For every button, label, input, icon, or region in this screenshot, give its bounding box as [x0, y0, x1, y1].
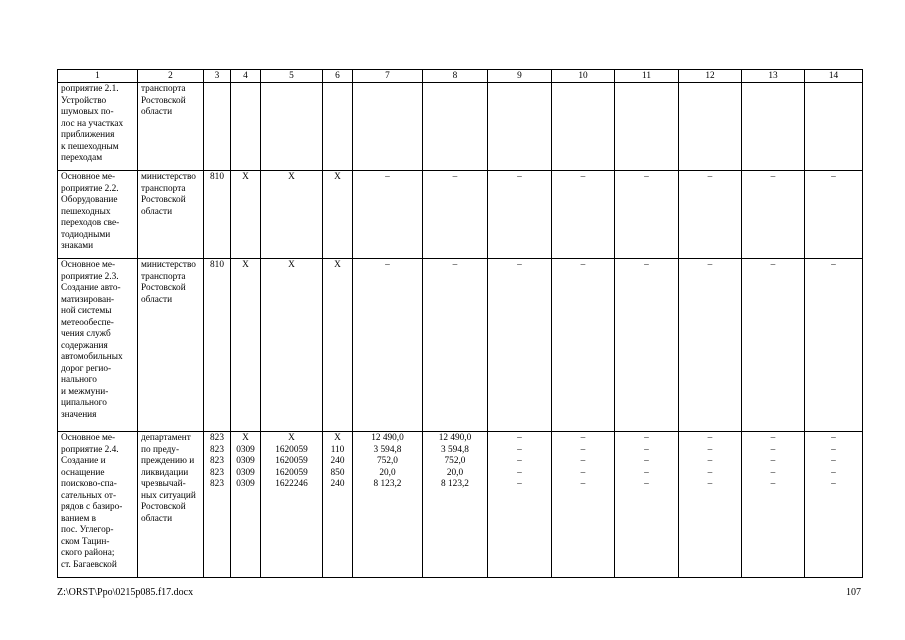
cell-line: –: [707, 433, 713, 443]
column-header-7: 7: [353, 70, 423, 83]
value-cell-col-7: [353, 83, 423, 171]
cell-line: 823: [210, 467, 224, 478]
cell-line: –: [517, 467, 522, 478]
value-cell-col-13: [742, 171, 805, 259]
cell-line: X: [334, 433, 341, 443]
cell-line: 0309: [236, 467, 255, 478]
column-header-12: 12: [679, 70, 742, 83]
cell-line: ципального: [61, 398, 107, 408]
cell-line: Ростовской: [141, 283, 186, 293]
cell-line: –: [644, 433, 649, 443]
column-header-13: 13: [742, 70, 805, 83]
value-cell-col-6: [323, 171, 353, 259]
value-cell-col-14: [805, 432, 863, 578]
cell-line: 240: [330, 456, 345, 466]
cell-line: –: [831, 433, 836, 443]
cell-line: значения: [61, 409, 97, 420]
cell-line: 1620059: [275, 456, 308, 466]
cell-line: –: [517, 260, 522, 270]
cell-line: чрезвычай-: [141, 479, 186, 489]
cell-line: знаками: [61, 241, 94, 251]
cell-line: Ростовской: [141, 95, 186, 106]
cell-line: ском Тацин-: [61, 536, 110, 547]
value-cell-col-5: [261, 171, 323, 259]
cell-line: Оборудование: [61, 195, 118, 205]
cell-line: –: [644, 444, 649, 455]
cell-line: –: [580, 172, 586, 182]
cell-line: 8 123,2: [441, 479, 469, 489]
column-header-3: 3: [204, 70, 231, 83]
cell-line: –: [770, 260, 776, 270]
value-cell-col-5: [261, 432, 323, 578]
cell-line: ст. Багаевской: [61, 559, 117, 570]
column-header-9: 9: [488, 70, 552, 83]
cell-line: Создание авто-: [61, 283, 121, 293]
column-header-11: 11: [615, 70, 679, 83]
cell-line: –: [770, 467, 776, 478]
cell-line: –: [707, 479, 713, 489]
value-cell-col-6: [323, 432, 353, 578]
cell-line: –: [707, 444, 713, 455]
cell-line: –: [580, 479, 586, 489]
value-cell-col-10: [552, 83, 615, 171]
cell-line: роприятие 2.4.: [61, 444, 119, 455]
footer-file-path: Z:\ORST\Ppo\0215p085.f17.docx: [57, 587, 194, 598]
cell-line: роприятие 2.2.: [61, 183, 119, 194]
cell-line: –: [580, 444, 586, 455]
value-cell-col-10: [552, 259, 615, 432]
value-cell-col-10: [552, 432, 615, 578]
column-header-1: 1: [58, 70, 138, 83]
cell-line: области: [141, 513, 173, 524]
cell-line: –: [831, 172, 836, 182]
value-cell-col-11: [615, 83, 679, 171]
cell-line: –: [517, 456, 522, 466]
value-cell-col-12: [679, 171, 742, 259]
value-cell-col-4: [231, 432, 261, 578]
value-cell-col-4: [231, 171, 261, 259]
cell-line: транспорта: [141, 84, 186, 94]
cell-line: шумовых по-: [61, 107, 114, 117]
cell-line: –: [644, 260, 649, 270]
cell-line: Основное ме-: [61, 172, 116, 182]
value-cell-col-13: [742, 259, 805, 432]
cell-line: 3 594,8: [373, 444, 402, 455]
cell-line: министерство: [141, 172, 196, 182]
cell-line: нального: [61, 375, 97, 385]
cell-line: и межмуни-: [61, 386, 109, 397]
cell-line: Основное ме-: [61, 433, 116, 443]
cell-line: –: [707, 467, 713, 478]
budget-table: [57, 69, 863, 578]
cell-line: 752,0: [377, 456, 398, 466]
cell-line: 12 490,0: [371, 433, 404, 443]
cell-line: транспорта: [141, 271, 186, 282]
cell-line: –: [644, 479, 649, 489]
value-cell-col-14: [805, 83, 863, 171]
cell-line: 823: [210, 456, 224, 466]
value-cell-col-9: [488, 432, 552, 578]
cell-line: сательных от-: [61, 490, 117, 501]
cell-line: ликвидации: [141, 467, 189, 478]
cell-line: –: [831, 456, 836, 466]
value-cell-col-8: [423, 83, 488, 171]
cell-line: 0309: [236, 444, 255, 455]
cell-line: –: [385, 172, 390, 182]
cell-line: –: [644, 172, 649, 182]
cell-line: –: [707, 172, 713, 182]
cell-line: –: [770, 456, 776, 466]
value-cell-col-7: [353, 259, 423, 432]
cell-line: –: [831, 260, 836, 270]
table-row: [58, 259, 863, 432]
cell-line: –: [770, 433, 776, 443]
value-cell-col-3: [204, 83, 231, 171]
value-cell-col-3: [204, 259, 231, 432]
cell-line: Создание и: [61, 456, 106, 466]
cell-line: 240: [330, 479, 345, 489]
cell-line: 3 594,8: [441, 444, 469, 455]
table-header-row: [58, 70, 863, 83]
cell-line: –: [517, 433, 522, 443]
executor-cell: [138, 432, 204, 578]
value-cell-col-9: [488, 259, 552, 432]
column-header-6: 6: [323, 70, 353, 83]
cell-line: ных ситуаций: [141, 490, 196, 501]
cell-line: области: [141, 206, 173, 217]
value-cell-col-12: [679, 83, 742, 171]
value-cell-col-11: [615, 432, 679, 578]
cell-line: 752,0: [444, 456, 466, 466]
cell-line: Ростовской: [141, 195, 186, 205]
cell-line: 0309: [236, 456, 255, 466]
cell-line: к пешеходным: [61, 141, 119, 152]
cell-line: –: [452, 260, 458, 270]
cell-line: по преду-: [141, 444, 180, 455]
cell-line: 823: [210, 433, 224, 443]
cell-line: –: [644, 456, 649, 466]
value-cell-col-12: [679, 259, 742, 432]
cell-line: чения служб: [61, 329, 111, 339]
cell-line: транспорта: [141, 183, 186, 194]
value-cell-col-10: [552, 171, 615, 259]
cell-line: 12 490,0: [438, 433, 472, 443]
measure-name-cell: [58, 259, 138, 432]
cell-line: лос на участках: [61, 118, 124, 129]
cell-line: области: [141, 294, 173, 305]
cell-line: роприятие 2.3.: [61, 271, 119, 282]
table-row: [58, 83, 863, 171]
value-cell-col-5: [261, 259, 323, 432]
column-header-4: 4: [231, 70, 261, 83]
measure-name-cell: [58, 171, 138, 259]
cell-line: X: [334, 260, 341, 270]
cell-line: 0309: [236, 479, 255, 489]
value-cell-col-3: [204, 171, 231, 259]
cell-line: –: [831, 479, 836, 489]
cell-line: оснащение: [61, 467, 105, 478]
cell-line: ванием в: [61, 513, 97, 524]
cell-line: –: [580, 456, 586, 466]
cell-line: министерство: [141, 260, 196, 270]
value-cell-col-6: [323, 83, 353, 171]
cell-line: департамент: [141, 433, 191, 443]
column-header-5: 5: [261, 70, 323, 83]
cell-line: –: [580, 260, 586, 270]
cell-line: –: [580, 467, 586, 478]
cell-line: матизирован-: [61, 294, 115, 305]
executor-cell: [138, 171, 204, 259]
column-header-14: 14: [805, 70, 863, 83]
column-header-2: 2: [138, 70, 204, 83]
table-body: [58, 83, 863, 578]
cell-line: –: [644, 467, 649, 478]
cell-line: рядов с базиро-: [61, 502, 123, 512]
cell-line: –: [831, 467, 836, 478]
cell-line: переходов све-: [61, 218, 120, 228]
value-cell-col-11: [615, 259, 679, 432]
cell-line: 1622246: [275, 479, 308, 489]
cell-line: преждению и: [141, 456, 195, 466]
cell-line: –: [770, 172, 776, 182]
cell-line: X: [288, 260, 295, 270]
executor-cell: [138, 83, 204, 171]
cell-line: 823: [210, 444, 224, 455]
cell-line: 1620059: [275, 467, 308, 478]
cell-line: 810: [210, 260, 224, 270]
cell-line: ной системы: [61, 306, 112, 316]
cell-line: –: [831, 444, 836, 455]
value-cell-col-8: [423, 171, 488, 259]
table-row: [58, 432, 863, 578]
executor-cell: [138, 259, 204, 432]
cell-line: автомобильных: [61, 352, 123, 362]
cell-line: 20,0: [446, 467, 464, 478]
cell-line: –: [580, 433, 586, 443]
cell-line: дорог регио-: [61, 363, 112, 374]
cell-line: приближения: [61, 130, 115, 140]
cell-line: –: [385, 260, 390, 270]
cell-line: 823: [210, 479, 224, 489]
cell-line: –: [452, 172, 458, 182]
value-cell-col-4: [231, 83, 261, 171]
cell-line: 110: [330, 444, 345, 455]
column-header-8: 8: [423, 70, 488, 83]
cell-line: –: [517, 479, 522, 489]
cell-line: –: [770, 479, 776, 489]
column-header-10: 10: [552, 70, 615, 83]
cell-line: X: [334, 172, 341, 182]
value-cell-col-13: [742, 432, 805, 578]
cell-line: –: [770, 444, 776, 455]
value-cell-col-14: [805, 259, 863, 432]
cell-line: 8 123,2: [373, 479, 402, 489]
cell-line: тодиодными: [61, 229, 111, 240]
cell-line: X: [242, 172, 249, 182]
value-cell-col-12: [679, 432, 742, 578]
cell-line: Ростовской: [141, 502, 186, 512]
cell-line: поисково-спа-: [61, 479, 117, 489]
measure-name-cell: [58, 83, 138, 171]
value-cell-col-11: [615, 171, 679, 259]
cell-line: X: [242, 433, 249, 443]
cell-line: Устройство: [61, 95, 107, 106]
cell-line: 850: [330, 467, 345, 478]
value-cell-col-4: [231, 259, 261, 432]
value-cell-col-8: [423, 259, 488, 432]
value-cell-col-8: [423, 432, 488, 578]
footer-page-number: 107: [846, 587, 861, 598]
cell-line: X: [242, 260, 249, 270]
cell-line: 20,0: [379, 467, 396, 478]
value-cell-col-9: [488, 83, 552, 171]
value-cell-col-9: [488, 171, 552, 259]
cell-line: –: [707, 456, 713, 466]
cell-line: пос. Углегор-: [61, 525, 114, 535]
value-cell-col-14: [805, 171, 863, 259]
cell-line: –: [707, 260, 713, 270]
value-cell-col-5: [261, 83, 323, 171]
cell-line: X: [288, 433, 295, 443]
cell-line: –: [517, 444, 522, 455]
cell-line: метеообеспе-: [61, 317, 114, 328]
value-cell-col-13: [742, 83, 805, 171]
value-cell-col-7: [353, 171, 423, 259]
value-cell-col-3: [204, 432, 231, 578]
cell-line: ского района;: [61, 548, 115, 558]
cell-line: Основное ме-: [61, 260, 116, 270]
cell-line: пешеходных: [61, 206, 111, 217]
cell-line: переходам: [61, 153, 103, 163]
cell-line: 810: [210, 172, 224, 182]
value-cell-col-7: [353, 432, 423, 578]
cell-line: –: [517, 172, 522, 182]
table-row: [58, 171, 863, 259]
cell-line: содержания: [61, 340, 108, 351]
measure-name-cell: [58, 432, 138, 578]
cell-line: 1620059: [275, 444, 308, 455]
value-cell-col-6: [323, 259, 353, 432]
cell-line: X: [288, 172, 295, 182]
cell-line: области: [141, 107, 173, 117]
cell-line: роприятие 2.1.: [61, 84, 119, 94]
